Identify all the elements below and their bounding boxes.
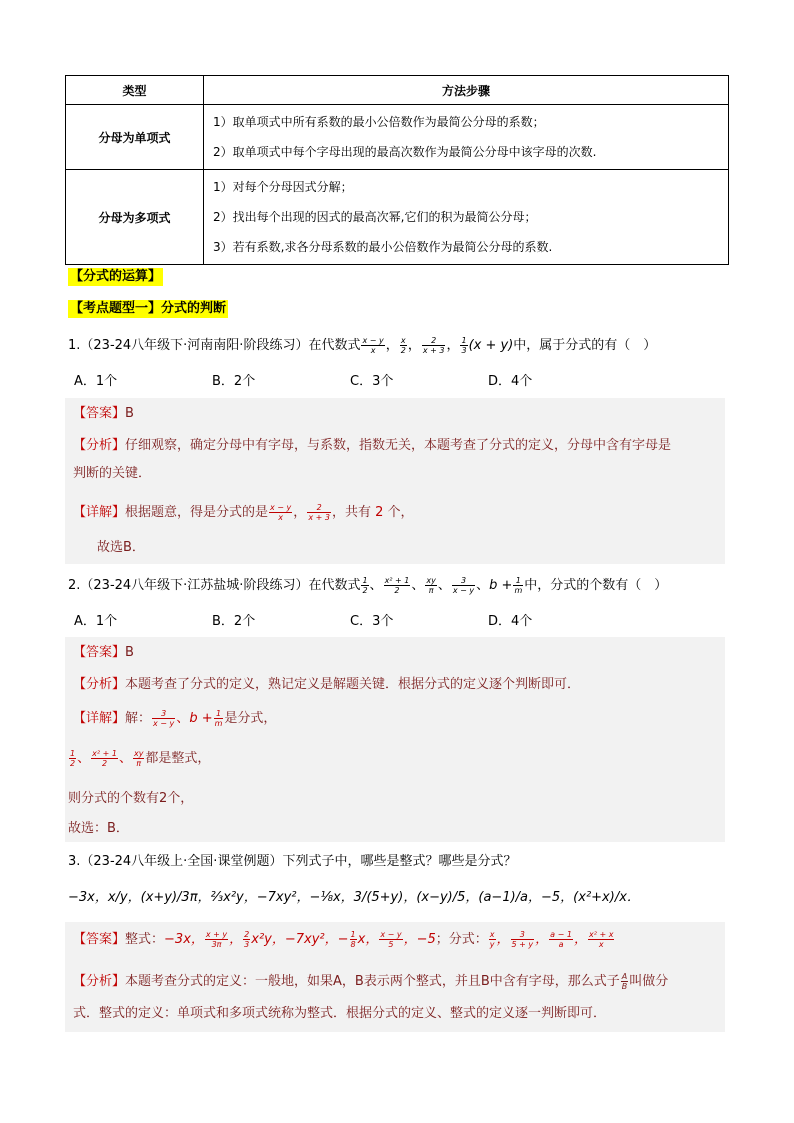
fraction: $\frac{1}{m}$ bbox=[214, 709, 223, 728]
option-c[interactable]: C．3个 bbox=[350, 614, 394, 629]
fraction: $\frac{1}{3}$ bbox=[461, 336, 467, 355]
table-row bbox=[66, 170, 729, 265]
option-b[interactable]: B．2个 bbox=[212, 614, 256, 629]
detail-line: 【详解】解： $\frac{3}{x - y}$ 、b + $\frac{1}{m}$ 是分式， bbox=[73, 709, 277, 728]
analysis-line: 【分析】本题考查了分式的定义，熟记定义是解题关键．根据分式的定义逐个判断即可． bbox=[73, 677, 581, 692]
fraction: $\frac{x}{2}$ bbox=[400, 336, 406, 355]
section-title: 【分式的运算】 bbox=[70, 269, 162, 284]
step-item: 3）若有系数,求各分母系数的最小公倍数作为最简公分母的系数. bbox=[213, 240, 553, 254]
analysis-line-2: 式．整式的定义：单项式和多项式统称为整式．根据分式的定义、整式的定义逐一判断即可． bbox=[73, 1006, 607, 1021]
fraction: $\frac{1}{2}$ bbox=[362, 576, 368, 595]
question-3-stem: 3.（23-24八年级上·全国·课堂例题）下列式子中，哪些是整式？哪些是分式？ bbox=[68, 854, 517, 869]
question-3-expressions: −3x，x/y，(x+y)/3π，⅔x²y，−7xy²，−⅛x，3/(5+y)，(x−y)/5，(a−1)/a，−5，(x²+x)/x． bbox=[68, 890, 640, 905]
header-type: 类型 bbox=[66, 76, 204, 105]
step-item: 2）找出每个出现的因式的最高次幂,它们的积为最简公分母； bbox=[213, 210, 537, 224]
step-item: 2）取单项式中每个字母出现的最高次数作为最简公分母中该字母的次数. bbox=[213, 145, 597, 159]
fraction: $\frac{2}{x + 3}$ bbox=[308, 503, 330, 522]
conclusion-line: 故选：B． bbox=[68, 821, 129, 836]
fraction: $\frac{1}{2}$ bbox=[70, 749, 76, 768]
row-steps-monomial bbox=[204, 105, 729, 170]
analysis-line-2: 判断的关键． bbox=[73, 466, 152, 481]
fraction: $\frac{1}{m}$ bbox=[514, 576, 523, 595]
option-c[interactable]: C．3个 bbox=[350, 374, 394, 389]
table-row bbox=[66, 105, 729, 170]
analysis-line: 【分析】仔细观察，确定分母中有字母，与系数，指数无关，本题考查了分式的定义，分母中含有字母是 bbox=[73, 438, 672, 453]
row-type-polynomial: 分母为多项式 bbox=[66, 170, 204, 265]
option-a[interactable]: A．1个 bbox=[74, 374, 118, 389]
fraction: $\frac{3}{x - y}$ bbox=[452, 576, 475, 595]
answer-line: 【答案】B bbox=[73, 645, 134, 660]
analysis-line: 【分析】本题考查分式的定义：一般地，如果A，B表示两个整式，并且B中含有字母，那么式子 $\frac{A}{B}$ 叫做分 bbox=[73, 972, 669, 991]
methods-table bbox=[65, 75, 729, 265]
question-2-solution bbox=[65, 637, 725, 842]
question-2-stem: 2.（23-24八年级下·江苏盐城·阶段练习）在代数式 $\frac{1}{2}$ 、 $\frac{\text{x² + 1}}{2}$ 、 $\frac{xy}{\pi}$ 、 $\frac{3}{x - y}$ 、b + $\frac{1}{m}$ 中，分式的个数有（ ） bbox=[68, 576, 668, 595]
fraction: $\frac{xy}{\pi}$ bbox=[133, 749, 144, 768]
fraction: $\frac{xy}{\pi}$ bbox=[426, 576, 436, 595]
step-item: 1）对每个分母因式分解； bbox=[213, 180, 353, 194]
step-item: 1）取单项式中所有系数的最小公倍数作为最简公分母的系数； bbox=[213, 115, 545, 129]
option-b[interactable]: B．2个 bbox=[212, 374, 256, 389]
option-d[interactable]: D．4个 bbox=[488, 374, 533, 389]
answer-line: 【答案】B bbox=[73, 406, 134, 421]
table-header-row bbox=[66, 76, 729, 105]
count-line: 则分式的个数有2个， bbox=[68, 791, 194, 806]
fraction: $\frac{\text{x² + 1}}{2}$ bbox=[92, 749, 117, 768]
option-d[interactable]: D．4个 bbox=[488, 614, 533, 629]
row-steps-polynomial bbox=[204, 170, 729, 265]
conclusion-line: 故选B． bbox=[97, 540, 145, 555]
topic-title: 【考点题型一】分式的判断 bbox=[70, 301, 227, 316]
question-3-solution bbox=[65, 922, 725, 1032]
question-1-solution bbox=[65, 398, 725, 564]
header-steps: 方法步骤 bbox=[204, 76, 729, 105]
question-1-stem: 1.（23-24八年级下·河南南阳·阶段练习）在代数式 $\frac{x - y}{x}$ ， $\frac{x}{2}$ ， $\frac{2}{x + 3}$ ， $\frac{1}{3}$ (x + y)中，属于分式的有（ ） bbox=[68, 336, 657, 355]
option-a[interactable]: A．1个 bbox=[74, 614, 118, 629]
fraction: $\frac{\text{x² + 1}}{2}$ bbox=[384, 576, 410, 595]
fraction: $\frac{x - y}{x}$ bbox=[270, 503, 292, 522]
answer-line: 【答案】整式：−3x， $\frac{x + y}{3\pi}$ ， $\frac{2}{3}$ x²y，−7xy²，− $\frac{1}{8}$ x， $\frac{x - y}{5}$ ，−5；分式： $\frac{x}{y}$ ， $\frac{3}{5 + y}$ ， $\frac{a - 1}{a}$ ， $\frac{\text{x² + x}}{x}$ bbox=[73, 930, 614, 949]
detail-line: 【详解】根据题意，得是分式的是 $\frac{x - y}{x}$ ， $\frac{2}{x + 3}$ ，共有 2 个， bbox=[73, 503, 414, 522]
fraction: $\frac{2}{x + 3}$ bbox=[422, 336, 445, 355]
detail-line-2: $\frac{1}{2}$ 、 $\frac{\text{x² + 1}}{2}$ 、 $\frac{xy}{\pi}$ 都是整式， bbox=[70, 749, 211, 768]
row-type-monomial: 分母为单项式 bbox=[66, 105, 204, 170]
fraction: $\frac{3}{x - y}$ bbox=[153, 709, 175, 728]
fraction: $\frac{x - y}{x}$ bbox=[362, 336, 384, 355]
